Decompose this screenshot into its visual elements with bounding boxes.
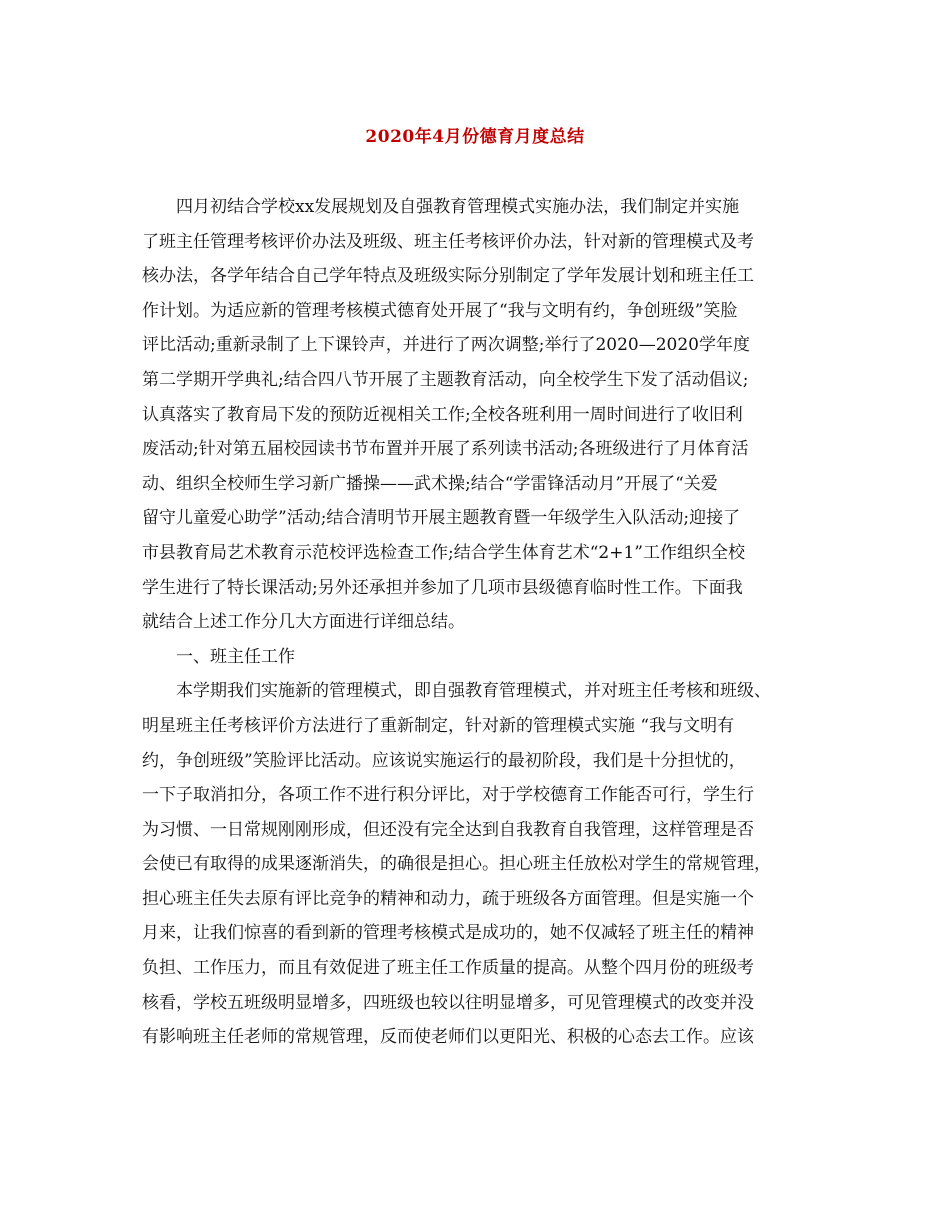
section-heading: 一、班主任工作: [176, 646, 295, 667]
paragraph-line: 核看，学校五班级明显增多，四班级也较以往明显增多，可见管理模式的改变并没: [142, 992, 754, 1013]
paragraph-line: 第二学期开学典礼;结合四八节开展了主题教育活动，向全校学生下发了活动倡议;: [142, 369, 749, 390]
paragraph-line: 一下子取消扣分，各项工作不进行积分评比，对于学校德育工作能否可行，学生行: [142, 785, 754, 806]
paragraph-line: 学生进行了特长课活动;另外还承担并参加了几项市县级德育临时性工作。下面我: [142, 577, 743, 598]
paragraph-line: 作计划。为适应新的管理考核模式德育处开展了“我与文明有约，争创班级”笑脸: [142, 300, 738, 321]
paragraph-line: 有影响班主任老师的常规管理，反而使老师们以更阳光、积极的心态去工作。应该: [142, 1027, 754, 1048]
paragraph-line: 担心班主任失去原有评比竞争的精神和动力，疏于班级各方面管理。但是实施一个: [142, 888, 754, 909]
paragraph-line: 为习惯、一日常规刚刚形成，但还没有完全达到自我教育自我管理，这样管理是否: [142, 819, 754, 840]
document-body: [142, 190, 814, 1055]
document-title: 2020年4月份德育月度总结: [365, 127, 585, 147]
paragraph-line: 明星班主任考核评价方法进行了重新制定，针对新的管理模式实施 “我与文明有: [142, 715, 735, 736]
paragraph-line: 市县教育局艺术教育示范校评选检查工作;结合学生体育艺术“2+1”工作组织全校: [142, 542, 745, 563]
paragraph-line: 了班主任管理考核评价办法及班级、班主任考核评价办法，针对新的管理模式及考: [142, 231, 754, 252]
paragraph-line: 就结合上述工作分几大方面进行详细总结。: [142, 612, 465, 633]
paragraph-line: 核办法，各学年结合自己学年特点及班级实际分别制定了学年发展计划和班主任工: [142, 266, 754, 287]
paragraph-line: 评比活动;重新录制了上下课铃声，并进行了两次调整;举行了2020—2020学年度: [142, 335, 750, 356]
paragraph-line: 会使已有取得的成果逐渐消失，的确很是担心。担心班主任放松对学生的常规管理，: [142, 854, 771, 875]
paragraph-line: 动、组织全校师生学习新广播操——武术操;结合“学雷锋活动月”开展了“关爱: [142, 473, 718, 494]
paragraph-line: 留守儿童爱心助学”活动;结合清明节开展主题教育暨一年级学生入队活动;迎接了: [142, 508, 741, 529]
paragraph-line: 废活动;针对第五届校园读书节布置并开展了系列读书活动;各班级进行了月体育活: [142, 439, 749, 460]
paragraph-line: 四月初结合学校xx发展规划及自强教育管理模式实施办法，我们制定并实施: [176, 197, 740, 217]
paragraph-line: 约，争创班级”笑脸评比活动。应该说实施运行的最初阶段，我们是十分担忧的，: [142, 750, 746, 771]
paragraph-line: 月来，让我们惊喜的看到新的管理考核模式是成功的，她不仅减轻了班主任的精神: [142, 923, 754, 944]
paragraph-line: 认真落实了教育局下发的预防近视相关工作;全校各班利用一周时间进行了收旧利: [142, 404, 743, 425]
paragraph-line: 负担、工作压力，而且有效促进了班主任工作质量的提高。从整个四月份的班级考: [142, 958, 754, 979]
paragraph-line: 本学期我们实施新的管理模式，即自强教育管理模式，并对班主任考核和班级、: [176, 681, 771, 702]
